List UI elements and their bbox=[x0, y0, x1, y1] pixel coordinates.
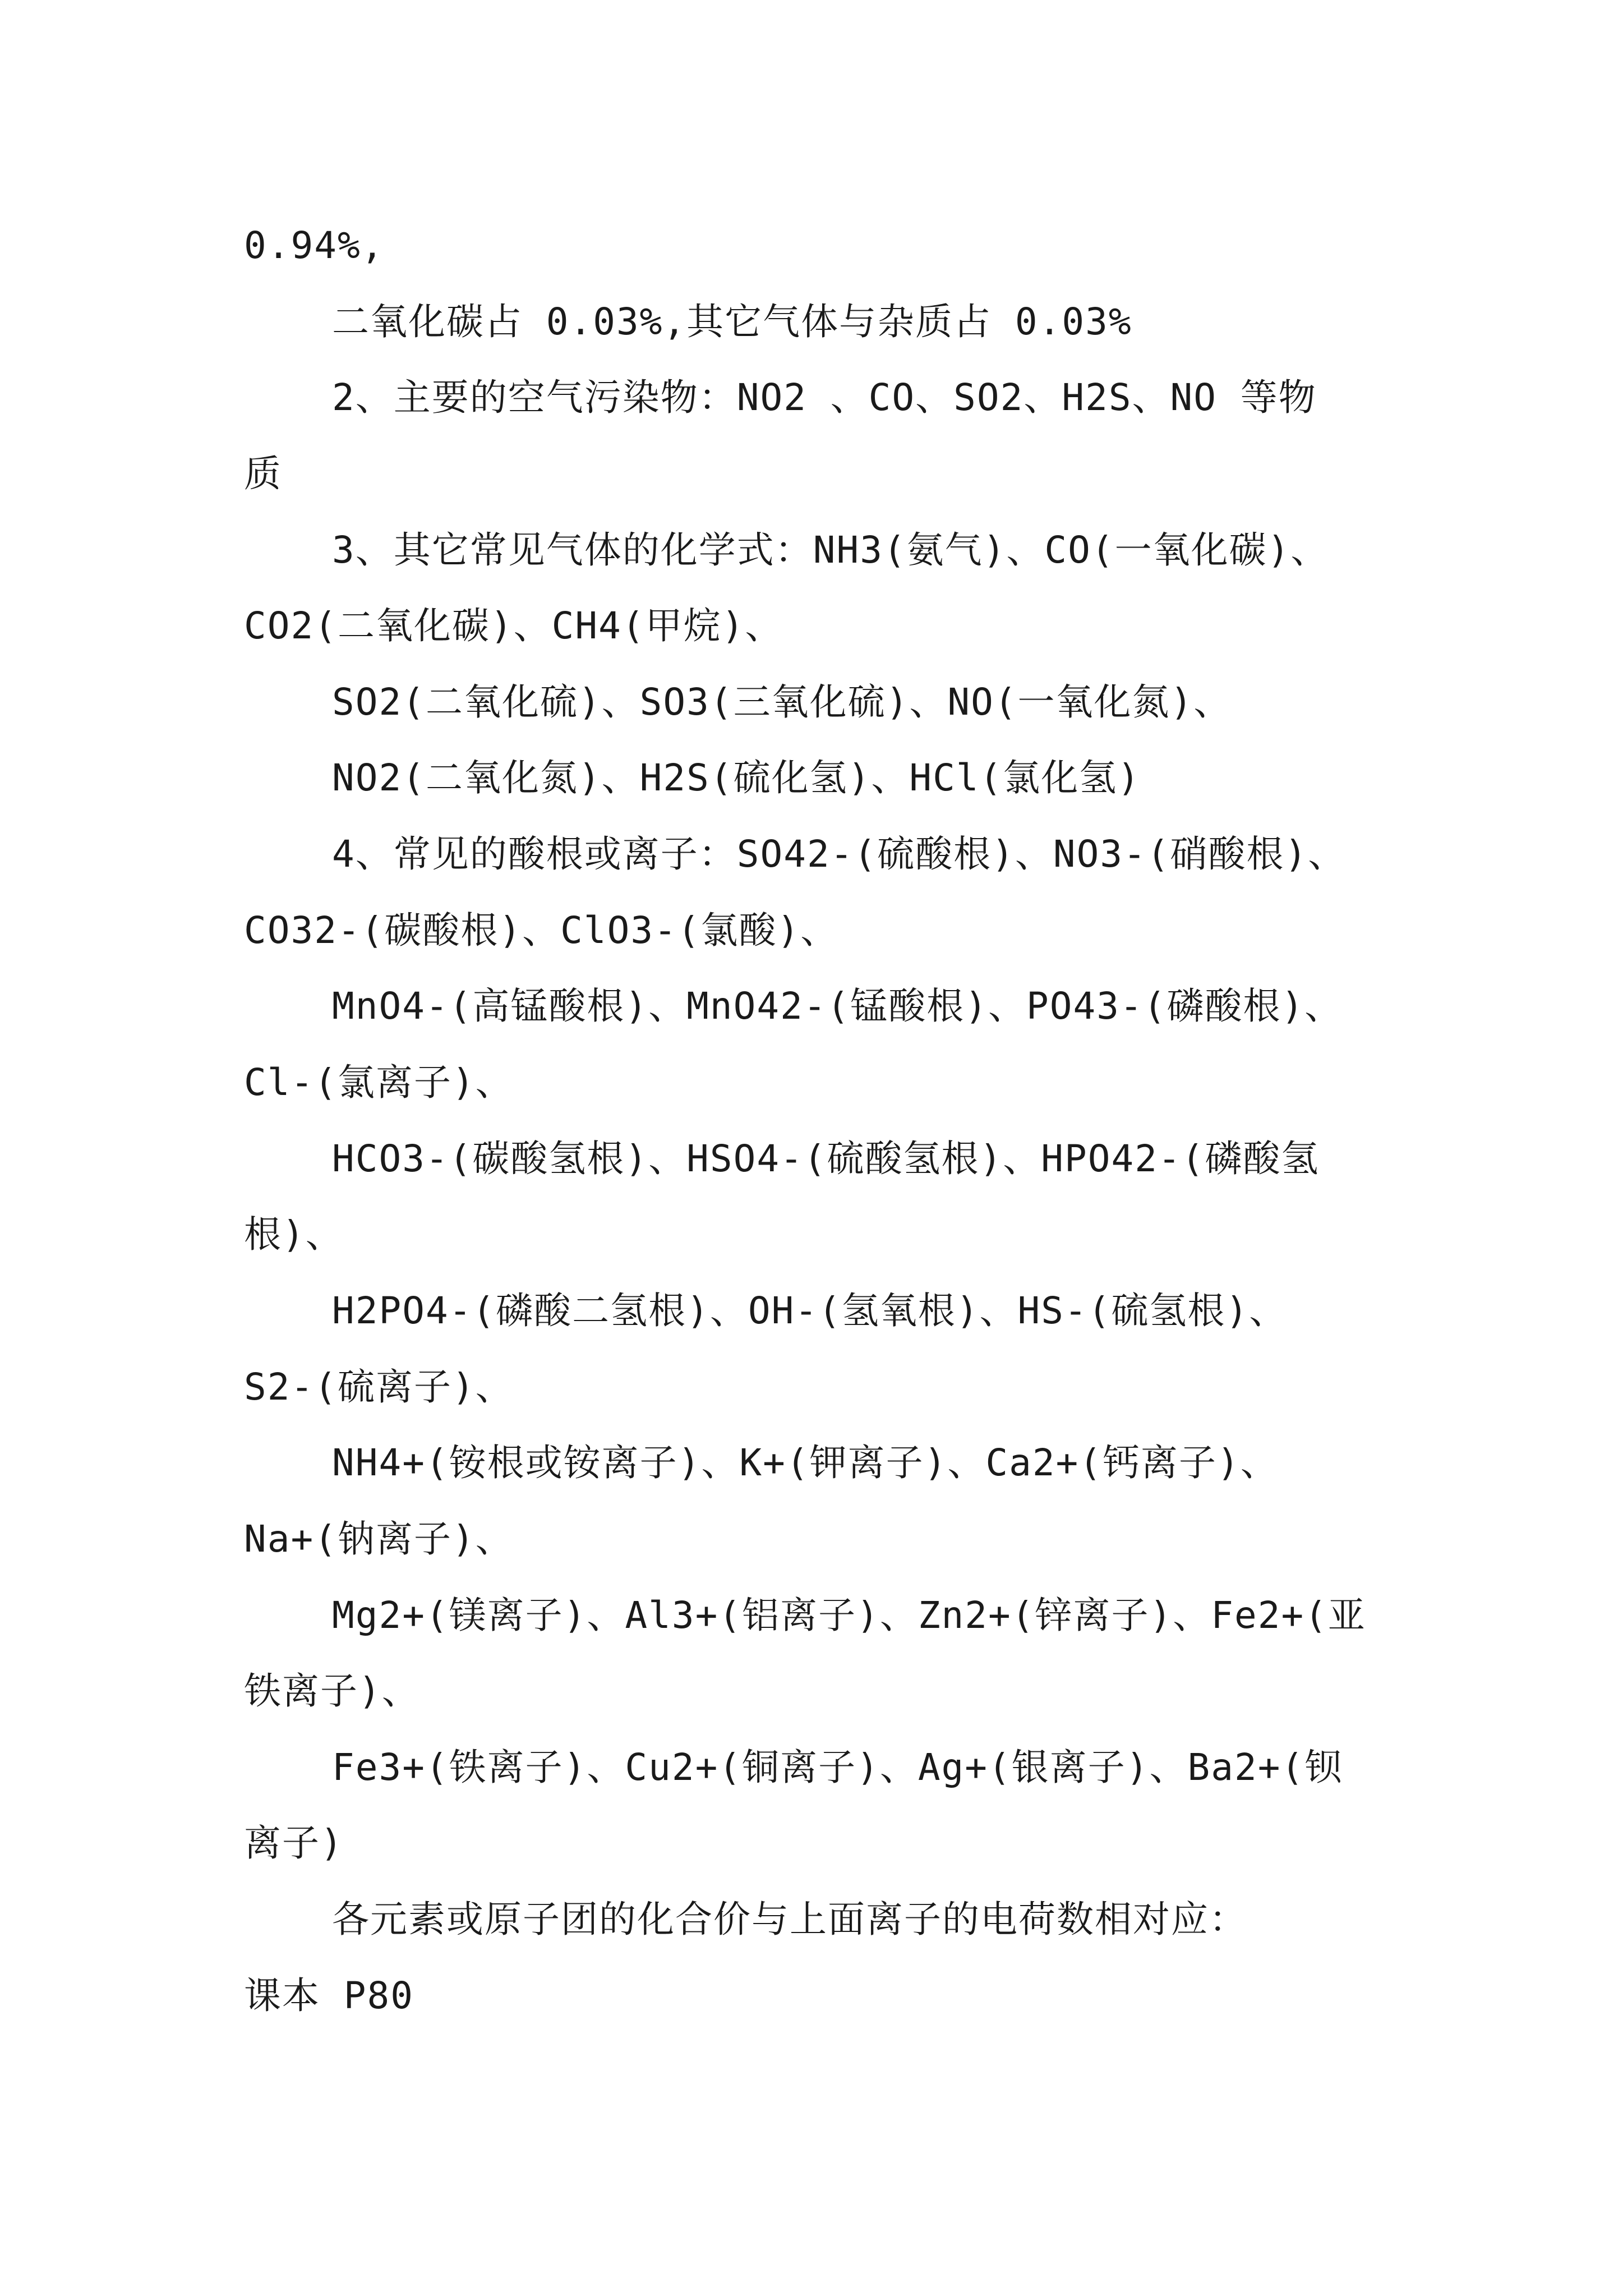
text-line: 0.94%, bbox=[244, 224, 385, 267]
text-line: NO2(二氧化氮)、H2S(硫化氢)、HCl(氯化氢) bbox=[332, 756, 1141, 799]
text-line: 3、其它常见气体的化学式：NH3(氨气)、CO(一氧化碳)、 bbox=[332, 528, 1329, 572]
text-line: 课本 P80 bbox=[244, 1974, 414, 2017]
text-line: MnO4-(高锰酸根)、MnO42-(锰酸根)、PO43-(磷酸根)、 bbox=[332, 984, 1343, 1028]
text-line: Cl-(氯离子)、 bbox=[244, 1061, 514, 1104]
text-line: 4、常见的酸根或离子：SO42-(硫酸根)、NO3-(硝酸根)、 bbox=[332, 832, 1347, 876]
text-line: 质 bbox=[244, 452, 282, 495]
text-line: 二氧化碳占 0.03%,其它气体与杂质占 0.03% bbox=[332, 300, 1132, 343]
text-line: 铁离子)、 bbox=[244, 1669, 420, 1713]
text-line: 离子) bbox=[244, 1821, 344, 1865]
text-line: H2PO4-(磷酸二氢根)、OH-(氢氧根)、HS-(硫氢根)、 bbox=[332, 1289, 1288, 1332]
text-line: Na+(钠离子)、 bbox=[244, 1517, 514, 1561]
text-line: CO2(二氧化碳)、CH4(甲烷)、 bbox=[244, 604, 783, 647]
text-line: Mg2+(镁离子)、Al3+(铝离子)、Zn2+(锌离子)、Fe2+(亚 bbox=[332, 1594, 1366, 1637]
text-line: S2-(硫离子)、 bbox=[244, 1365, 514, 1409]
text-line: 2、主要的空气污染物：NO2 、CO、SO2、H2S、NO 等物 bbox=[332, 376, 1317, 419]
text-line: NH4+(铵根或铵离子)、K+(钾离子)、Ca2+(钙离子)、 bbox=[332, 1441, 1279, 1484]
text-line: Fe3+(铁离子)、Cu2+(铜离子)、Ag+(银离子)、Ba2+(钡 bbox=[332, 1746, 1343, 1789]
text-line: HCO3-(碳酸氢根)、HSO4-(硫酸氢根)、HPO42-(磷酸氢 bbox=[332, 1137, 1320, 1180]
text-line: 各元素或原子团的化合价与上面离子的电荷数相对应： bbox=[332, 1898, 1247, 1941]
text-line: CO32-(碳酸根)、ClO3-(氯酸)、 bbox=[244, 909, 839, 952]
text-line: SO2(二氧化硫)、SO3(三氧化硫)、NO(一氧化氮)、 bbox=[332, 680, 1232, 724]
text-line: 根)、 bbox=[244, 1213, 344, 1256]
